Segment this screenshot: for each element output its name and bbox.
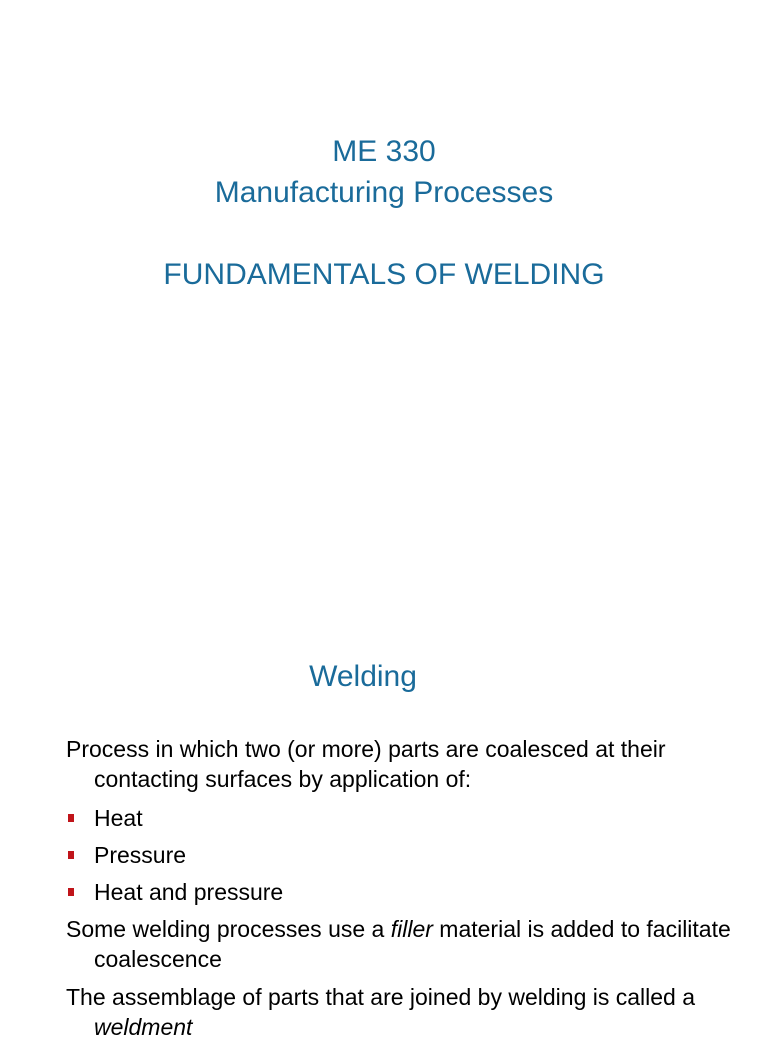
weldment-text-start: The assemblage of parts that are joined by welding is called a: [66, 984, 696, 1010]
bullet-text: Heat and pressure: [94, 879, 284, 905]
course-number: ME 330: [332, 135, 436, 168]
bullet-square-icon: [68, 814, 74, 822]
bullet-text: Heat: [94, 805, 143, 831]
intro-paragraph: Process in which two (or more) parts are coalesced at their contacting surfaces by application of:: [66, 736, 666, 792]
course-name: Manufacturing Processes: [214, 176, 554, 209]
bullet-text: Pressure: [94, 842, 187, 868]
weldment-paragraph: [66, 982, 734, 1042]
filler-text-end: material is added to facilitate coalescence: [94, 916, 731, 972]
bullet-square-icon: [68, 851, 74, 859]
welding-slide: [0, 610, 768, 1040]
bullet-square-icon: [68, 888, 74, 896]
lecture-topic: FUNDAMENTALS OF WELDING: [163, 258, 605, 291]
filler-text-start: Some welding processes use a: [66, 916, 391, 942]
filler-term: filler: [390, 916, 433, 942]
slide-heading: Welding: [309, 660, 417, 693]
weldment-term: weldment: [94, 1014, 193, 1040]
filler-paragraph: [66, 914, 734, 974]
